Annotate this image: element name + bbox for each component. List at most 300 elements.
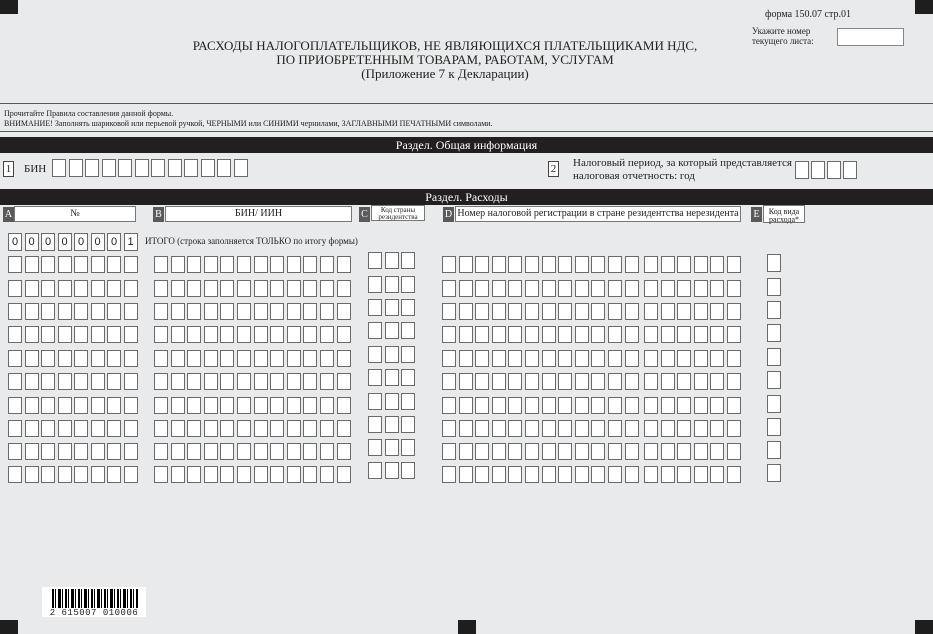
tax-registration-cell[interactable] [727,350,741,367]
bin-iin-cell[interactable] [220,326,234,343]
row-number-cell[interactable] [91,466,105,483]
row-number-cell[interactable] [58,350,72,367]
country-code-cell[interactable] [368,276,382,293]
expense-code-cell[interactable] [767,441,781,459]
tax-registration-cell[interactable] [625,326,639,343]
bin-iin-cell[interactable] [237,350,251,367]
tax-registration-cell[interactable] [694,397,708,414]
row-number-cell[interactable] [74,443,88,460]
expense-code-cell[interactable] [767,278,781,296]
tax-registration-cell[interactable] [542,397,556,414]
bin-iin-cell[interactable] [320,443,334,460]
country-code-cell[interactable] [385,439,399,456]
tax-registration-cell[interactable] [591,256,605,273]
tax-registration-cell[interactable] [710,280,724,297]
tax-registration-cell[interactable] [508,397,522,414]
tax-registration-cell[interactable] [644,397,658,414]
row-number-cell[interactable] [58,397,72,414]
tax-registration-cell[interactable] [710,443,724,460]
tax-registration-cell[interactable] [508,443,522,460]
bin-iin-cell[interactable] [270,420,284,437]
tax-registration-cell[interactable] [575,397,589,414]
row-number-cell[interactable] [74,420,88,437]
tax-registration-cell[interactable] [608,443,622,460]
tax-registration-cell[interactable] [508,420,522,437]
row-number-cell[interactable] [8,350,22,367]
bin-iin-cell[interactable] [287,326,301,343]
country-code-cell[interactable] [385,252,399,269]
row-number-cell[interactable] [41,373,55,390]
row-number-cell[interactable] [25,466,39,483]
bin-iin-cell[interactable] [337,256,351,273]
bin-digit-cell[interactable] [201,159,215,177]
tax-registration-cell[interactable] [694,443,708,460]
country-code-cell[interactable] [368,439,382,456]
expense-code-cell[interactable] [767,464,781,482]
tax-registration-cell[interactable] [575,303,589,320]
row-number-cell[interactable] [8,420,22,437]
row-number-cell[interactable] [41,350,55,367]
country-code-cell[interactable] [401,462,415,479]
row-number-cell[interactable] [74,466,88,483]
tax-registration-cell[interactable] [575,466,589,483]
year-digit-cell[interactable] [843,161,857,179]
tax-registration-cell[interactable] [459,256,473,273]
tax-registration-cell[interactable] [459,373,473,390]
bin-iin-cell[interactable] [254,280,268,297]
tax-registration-cell[interactable] [492,466,506,483]
row-number-cell[interactable] [124,326,138,343]
bin-iin-cell[interactable] [337,443,351,460]
tax-registration-cell[interactable] [442,397,456,414]
tax-registration-cell[interactable] [591,397,605,414]
row-number-cell[interactable] [107,350,121,367]
country-code-cell[interactable] [385,462,399,479]
tax-registration-cell[interactable] [475,420,489,437]
tax-registration-cell[interactable] [558,397,572,414]
bin-iin-cell[interactable] [154,326,168,343]
tax-registration-cell[interactable] [644,280,658,297]
bin-digit-cell[interactable] [85,159,99,177]
tax-registration-cell[interactable] [525,350,539,367]
tax-registration-cell[interactable] [575,443,589,460]
page-number-input[interactable] [837,28,904,46]
bin-iin-cell[interactable] [270,280,284,297]
country-code-cell[interactable] [385,299,399,316]
row-number-cell[interactable] [124,420,138,437]
row-number-cell[interactable] [58,466,72,483]
tax-registration-cell[interactable] [542,326,556,343]
tax-registration-cell[interactable] [558,420,572,437]
tax-registration-cell[interactable] [727,280,741,297]
row-number-cell[interactable] [74,373,88,390]
row-number-cell[interactable] [74,326,88,343]
tax-registration-cell[interactable] [525,466,539,483]
bin-iin-cell[interactable] [154,280,168,297]
bin-iin-cell[interactable] [287,350,301,367]
tax-registration-cell[interactable] [459,397,473,414]
tax-registration-cell[interactable] [727,397,741,414]
bin-iin-cell[interactable] [337,280,351,297]
tax-registration-cell[interactable] [591,443,605,460]
bin-iin-cell[interactable] [303,350,317,367]
bin-iin-cell[interactable] [220,397,234,414]
bin-iin-cell[interactable] [220,443,234,460]
tax-registration-cell[interactable] [710,397,724,414]
bin-iin-cell[interactable] [303,280,317,297]
tax-registration-cell[interactable] [575,350,589,367]
row-number-cell[interactable] [91,303,105,320]
country-code-cell[interactable] [368,393,382,410]
bin-iin-cell[interactable] [320,350,334,367]
tax-registration-cell[interactable] [661,443,675,460]
tax-registration-cell[interactable] [508,373,522,390]
bin-iin-cell[interactable] [237,303,251,320]
tax-registration-cell[interactable] [591,373,605,390]
bin-iin-cell[interactable] [254,466,268,483]
bin-iin-cell[interactable] [320,397,334,414]
tax-registration-cell[interactable] [591,350,605,367]
bin-iin-cell[interactable] [237,397,251,414]
row-number-cell[interactable] [8,280,22,297]
year-digit-cell[interactable] [795,161,809,179]
tax-registration-cell[interactable] [525,256,539,273]
tax-registration-cell[interactable] [525,397,539,414]
tax-registration-cell[interactable] [542,443,556,460]
bin-iin-cell[interactable] [171,303,185,320]
bin-digit-cell[interactable] [102,159,116,177]
tax-registration-cell[interactable] [644,373,658,390]
tax-registration-cell[interactable] [459,350,473,367]
tax-registration-cell[interactable] [677,350,691,367]
bin-iin-cell[interactable] [187,280,201,297]
tax-registration-cell[interactable] [608,420,622,437]
bin-digit-cell[interactable] [234,159,248,177]
bin-iin-cell[interactable] [287,373,301,390]
tax-registration-cell[interactable] [442,420,456,437]
country-code-cell[interactable] [368,369,382,386]
row-number-cell[interactable] [124,350,138,367]
row-number-cell[interactable] [41,397,55,414]
bin-iin-cell[interactable] [154,443,168,460]
row-number-cell[interactable] [8,397,22,414]
row-number-cell[interactable] [124,443,138,460]
tax-registration-cell[interactable] [508,466,522,483]
tax-registration-cell[interactable] [459,443,473,460]
tax-registration-cell[interactable] [644,326,658,343]
bin-iin-cell[interactable] [204,420,218,437]
bin-iin-cell[interactable] [287,443,301,460]
tax-registration-cell[interactable] [661,303,675,320]
country-code-cell[interactable] [368,462,382,479]
tax-registration-cell[interactable] [442,373,456,390]
bin-iin-cell[interactable] [287,303,301,320]
tax-registration-cell[interactable] [677,466,691,483]
bin-iin-cell[interactable] [254,373,268,390]
tax-registration-cell[interactable] [591,303,605,320]
tax-registration-cell[interactable] [542,350,556,367]
bin-iin-cell[interactable] [171,256,185,273]
tax-registration-cell[interactable] [710,350,724,367]
tax-registration-cell[interactable] [575,420,589,437]
bin-iin-cell[interactable] [220,373,234,390]
row-number-cell[interactable] [74,256,88,273]
tax-registration-cell[interactable] [694,256,708,273]
row-number-cell[interactable] [124,256,138,273]
bin-iin-cell[interactable] [204,373,218,390]
bin-iin-cell[interactable] [254,256,268,273]
tax-registration-cell[interactable] [608,326,622,343]
bin-iin-cell[interactable] [270,256,284,273]
tax-registration-cell[interactable] [475,256,489,273]
tax-registration-cell[interactable] [508,350,522,367]
bin-iin-cell[interactable] [171,280,185,297]
tax-registration-cell[interactable] [644,256,658,273]
bin-iin-cell[interactable] [204,303,218,320]
tax-registration-cell[interactable] [710,303,724,320]
tax-registration-cell[interactable] [442,326,456,343]
tax-registration-cell[interactable] [591,420,605,437]
country-code-cell[interactable] [401,416,415,433]
row-number-cell[interactable] [8,373,22,390]
bin-iin-cell[interactable] [287,420,301,437]
bin-iin-cell[interactable] [187,466,201,483]
bin-iin-cell[interactable] [237,420,251,437]
tax-registration-cell[interactable] [442,256,456,273]
bin-iin-cell[interactable] [337,466,351,483]
tax-registration-cell[interactable] [459,326,473,343]
country-code-cell[interactable] [385,346,399,363]
tax-registration-cell[interactable] [625,443,639,460]
country-code-cell[interactable] [401,299,415,316]
tax-registration-cell[interactable] [492,420,506,437]
row-number-cell[interactable] [25,303,39,320]
row-number-cell[interactable] [107,420,121,437]
bin-iin-cell[interactable] [337,397,351,414]
tax-registration-cell[interactable] [525,373,539,390]
row-number-cell[interactable] [107,397,121,414]
tax-registration-cell[interactable] [661,326,675,343]
bin-iin-cell[interactable] [303,397,317,414]
bin-digit-cell[interactable] [168,159,182,177]
tax-registration-cell[interactable] [694,466,708,483]
row-number-cell[interactable] [41,256,55,273]
expense-code-cell[interactable] [767,324,781,342]
bin-iin-cell[interactable] [204,280,218,297]
bin-iin-cell[interactable] [154,350,168,367]
tax-registration-cell[interactable] [608,350,622,367]
row-number-cell[interactable] [107,303,121,320]
bin-iin-cell[interactable] [187,373,201,390]
tax-registration-cell[interactable] [459,303,473,320]
bin-iin-cell[interactable] [171,350,185,367]
row-number-cell[interactable] [8,443,22,460]
tax-registration-cell[interactable] [727,256,741,273]
row-number-cell[interactable] [58,256,72,273]
row-number-cell[interactable] [91,326,105,343]
tax-registration-cell[interactable] [508,280,522,297]
bin-iin-cell[interactable] [270,350,284,367]
bin-iin-cell[interactable] [187,350,201,367]
row-number-cell[interactable] [107,373,121,390]
bin-iin-cell[interactable] [337,303,351,320]
tax-registration-cell[interactable] [677,326,691,343]
tax-registration-cell[interactable] [608,397,622,414]
tax-registration-cell[interactable] [442,443,456,460]
bin-iin-cell[interactable] [204,397,218,414]
tax-registration-cell[interactable] [475,350,489,367]
tax-registration-cell[interactable] [677,280,691,297]
bin-iin-cell[interactable] [204,326,218,343]
country-code-cell[interactable] [385,322,399,339]
bin-iin-cell[interactable] [204,443,218,460]
tax-registration-cell[interactable] [525,280,539,297]
tax-registration-cell[interactable] [677,303,691,320]
country-code-cell[interactable] [368,299,382,316]
row-number-cell[interactable] [91,256,105,273]
row-number-cell[interactable] [91,443,105,460]
row-number-cell[interactable] [25,256,39,273]
tax-registration-cell[interactable] [625,350,639,367]
tax-registration-cell[interactable] [508,303,522,320]
row-number-cell[interactable] [91,397,105,414]
bin-iin-cell[interactable] [187,420,201,437]
tax-registration-cell[interactable] [694,326,708,343]
bin-iin-cell[interactable] [254,443,268,460]
country-code-cell[interactable] [401,346,415,363]
tax-registration-cell[interactable] [608,280,622,297]
tax-registration-cell[interactable] [475,443,489,460]
tax-registration-cell[interactable] [677,443,691,460]
tax-registration-cell[interactable] [591,326,605,343]
country-code-cell[interactable] [385,276,399,293]
tax-registration-cell[interactable] [710,326,724,343]
bin-iin-cell[interactable] [320,256,334,273]
bin-iin-cell[interactable] [154,397,168,414]
bin-iin-cell[interactable] [204,350,218,367]
tax-registration-cell[interactable] [625,373,639,390]
tax-registration-cell[interactable] [558,466,572,483]
tax-registration-cell[interactable] [492,373,506,390]
tax-registration-cell[interactable] [558,350,572,367]
row-number-cell[interactable] [124,397,138,414]
year-digit-cell[interactable] [827,161,841,179]
bin-iin-cell[interactable] [237,443,251,460]
bin-iin-cell[interactable] [171,420,185,437]
expense-code-cell[interactable] [767,348,781,366]
tax-registration-cell[interactable] [492,256,506,273]
bin-iin-cell[interactable] [220,466,234,483]
bin-iin-cell[interactable] [154,373,168,390]
tax-registration-cell[interactable] [710,256,724,273]
tax-registration-cell[interactable] [492,280,506,297]
bin-iin-cell[interactable] [187,326,201,343]
bin-iin-cell[interactable] [287,280,301,297]
tax-registration-cell[interactable] [694,350,708,367]
bin-iin-cell[interactable] [171,443,185,460]
bin-iin-cell[interactable] [237,280,251,297]
tax-registration-cell[interactable] [475,466,489,483]
bin-iin-cell[interactable] [287,466,301,483]
bin-iin-cell[interactable] [171,373,185,390]
tax-registration-cell[interactable] [492,303,506,320]
bin-iin-cell[interactable] [303,443,317,460]
tax-registration-cell[interactable] [492,397,506,414]
tax-registration-cell[interactable] [558,326,572,343]
bin-iin-cell[interactable] [154,303,168,320]
bin-iin-cell[interactable] [237,326,251,343]
bin-iin-cell[interactable] [320,326,334,343]
country-code-cell[interactable] [385,369,399,386]
row-number-cell[interactable] [91,420,105,437]
tax-registration-cell[interactable] [625,420,639,437]
tax-registration-cell[interactable] [558,443,572,460]
tax-registration-cell[interactable] [475,397,489,414]
row-number-cell[interactable] [58,443,72,460]
tax-registration-cell[interactable] [661,256,675,273]
tax-registration-cell[interactable] [442,303,456,320]
year-digit-cell[interactable] [811,161,825,179]
row-number-cell[interactable] [25,350,39,367]
bin-iin-cell[interactable] [171,326,185,343]
tax-registration-cell[interactable] [727,373,741,390]
expense-code-cell[interactable] [767,301,781,319]
bin-iin-cell[interactable] [187,256,201,273]
country-code-cell[interactable] [385,416,399,433]
bin-iin-cell[interactable] [237,466,251,483]
tax-registration-cell[interactable] [459,280,473,297]
tax-registration-cell[interactable] [525,303,539,320]
bin-digit-cell[interactable] [151,159,165,177]
bin-iin-cell[interactable] [204,256,218,273]
row-number-cell[interactable] [8,256,22,273]
tax-registration-cell[interactable] [575,326,589,343]
bin-iin-cell[interactable] [303,420,317,437]
tax-registration-cell[interactable] [644,443,658,460]
tax-registration-cell[interactable] [710,466,724,483]
bin-digit-cell[interactable] [217,159,231,177]
tax-registration-cell[interactable] [677,397,691,414]
row-number-cell[interactable] [8,326,22,343]
expense-code-cell[interactable] [767,371,781,389]
row-number-cell[interactable] [41,443,55,460]
country-code-cell[interactable] [368,416,382,433]
country-code-cell[interactable] [401,276,415,293]
tax-registration-cell[interactable] [625,466,639,483]
tax-registration-cell[interactable] [677,373,691,390]
country-code-cell[interactable] [385,393,399,410]
bin-iin-cell[interactable] [270,466,284,483]
bin-iin-cell[interactable] [220,350,234,367]
row-number-cell[interactable] [107,443,121,460]
tax-registration-cell[interactable] [608,256,622,273]
bin-iin-cell[interactable] [187,303,201,320]
row-number-cell[interactable] [124,466,138,483]
row-number-cell[interactable] [58,373,72,390]
bin-iin-cell[interactable] [220,280,234,297]
bin-iin-cell[interactable] [270,303,284,320]
tax-registration-cell[interactable] [677,420,691,437]
row-number-cell[interactable] [41,466,55,483]
bin-iin-cell[interactable] [237,373,251,390]
bin-digit-cell[interactable] [52,159,66,177]
tax-registration-cell[interactable] [727,443,741,460]
expense-code-cell[interactable] [767,254,781,272]
tax-registration-cell[interactable] [727,326,741,343]
row-number-cell[interactable] [8,466,22,483]
bin-digit-cell[interactable] [118,159,132,177]
row-number-cell[interactable] [124,303,138,320]
